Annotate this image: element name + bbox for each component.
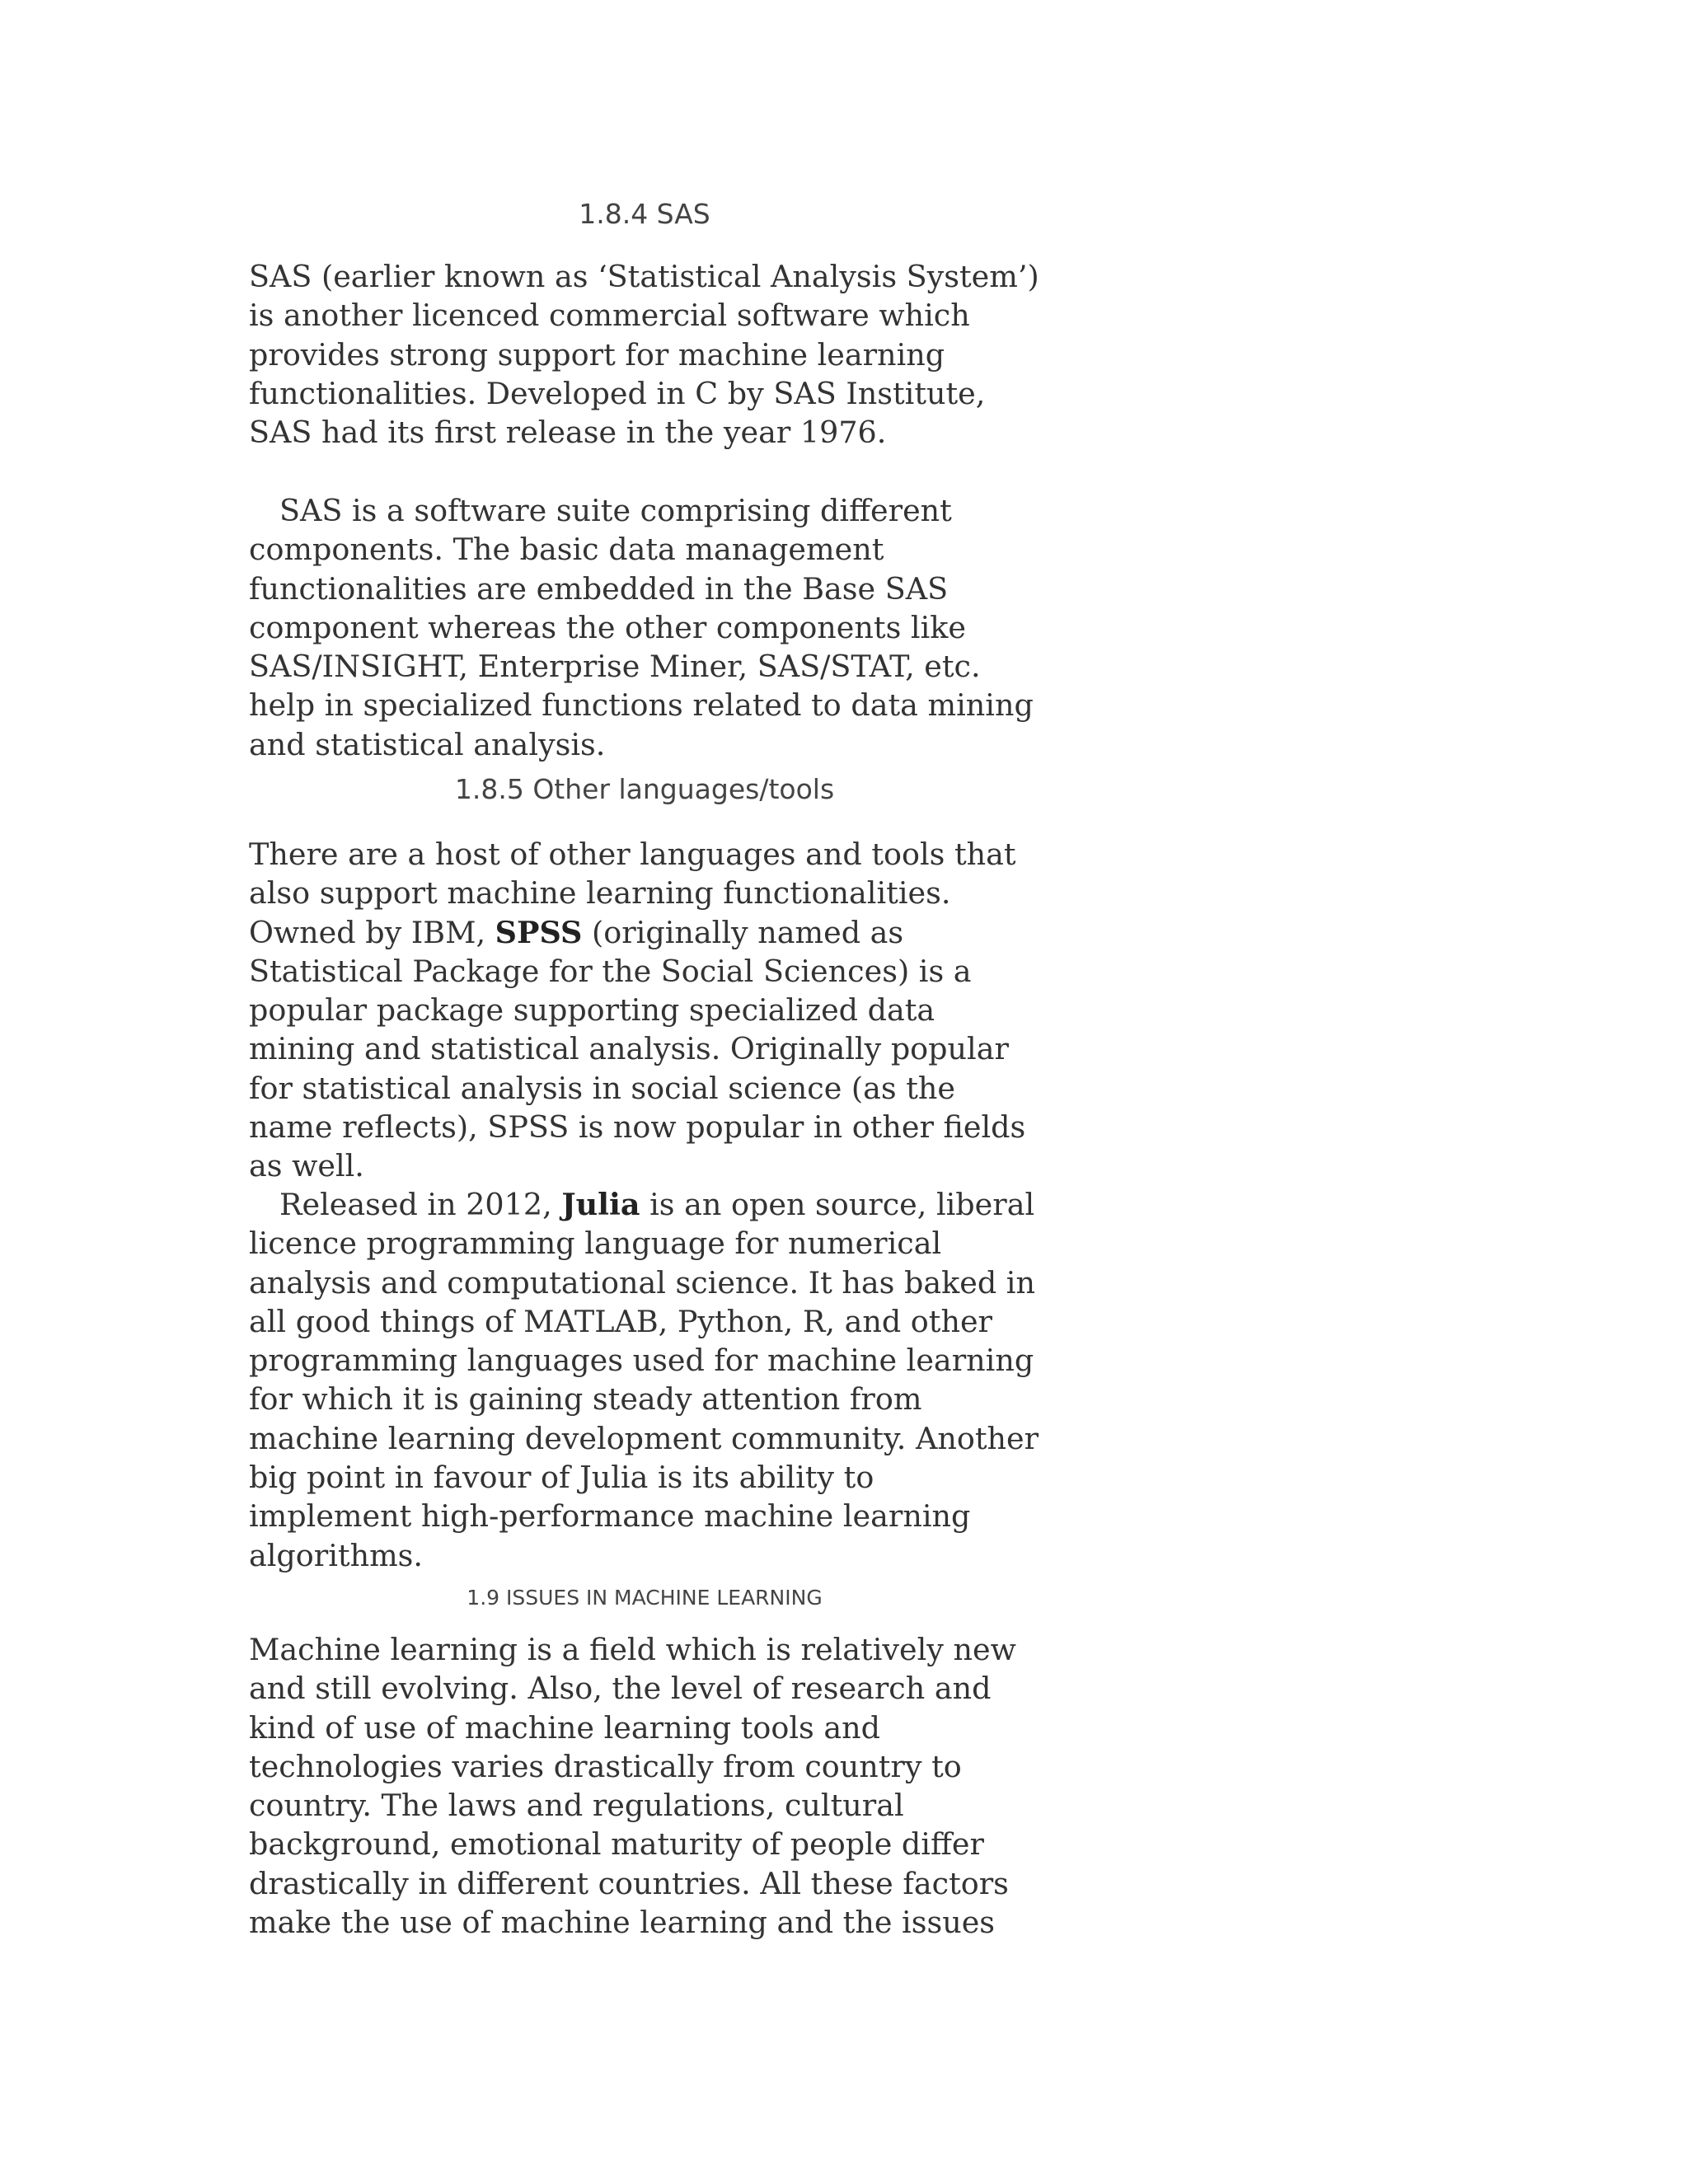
spss-text-after: (originally named as Statistical Package for the Social Sciences) is a popular package supporting specialized data mining and statistical analysis. Originally popular for statistical analysis in social science (as the name reflects), SPSS is now popular in other fields as well. xyxy=(249,914,1026,1184)
section-heading-issues: 1.9 ISSUES IN MACHINE LEARNING xyxy=(467,1586,823,1610)
paragraph-julia xyxy=(249,1185,1040,1575)
section-heading-other-tools: 1.8.5 Other languages/tools xyxy=(454,773,835,805)
spss-term: SPSS xyxy=(495,914,583,950)
julia-text-after: is an open source, liberal licence programming language for numerical analysis and computational science. It has baked in all good things of MATLAB, Python, R, and other programming languages used for machine learning for which it is gaining steady attention from machine learning development community. Another big point in favour of Julia is its ability to implement high-performance machine learning algorithms. xyxy=(249,1187,1039,1573)
section-heading-sas: 1.8.4 SAS xyxy=(579,198,710,230)
paragraph-sas-intro: SAS (earlier known as ‘Statistical Analysis System’) is another licenced commercial software which provides strong support for machine learning functionalities. Developed in C by SAS Institute, SAS had its first release in the year 1976. xyxy=(249,259,1039,451)
spss-text-before: There are a host of other languages and tools that also support machine learning functionalities. Owned by IBM, xyxy=(249,837,1016,950)
julia-term: Julia xyxy=(561,1187,640,1222)
julia-text-before: Released in 2012, xyxy=(279,1187,552,1222)
paragraph-spss xyxy=(249,835,1040,1186)
paragraph-issues-intro: Machine learning is a field which is relatively new and still evolving. Also, the level of research and kind of use of machine learning tools and technologies varies drastically from country to country. The laws and regulations, cultural background, emotional maturity of people differ drastically in different countries. All these factors make the use of machine learning and the issues xyxy=(249,1632,1016,1941)
paragraph-sas-suite: SAS is a software suite comprising different components. The basic data management functionalities are embedded in the Base SAS component whereas the other components like SAS/INSIGHT, Enterprise Miner, SAS/STAT, etc. help in specialized functions related to data mining and statistical analysis. xyxy=(249,493,1034,762)
